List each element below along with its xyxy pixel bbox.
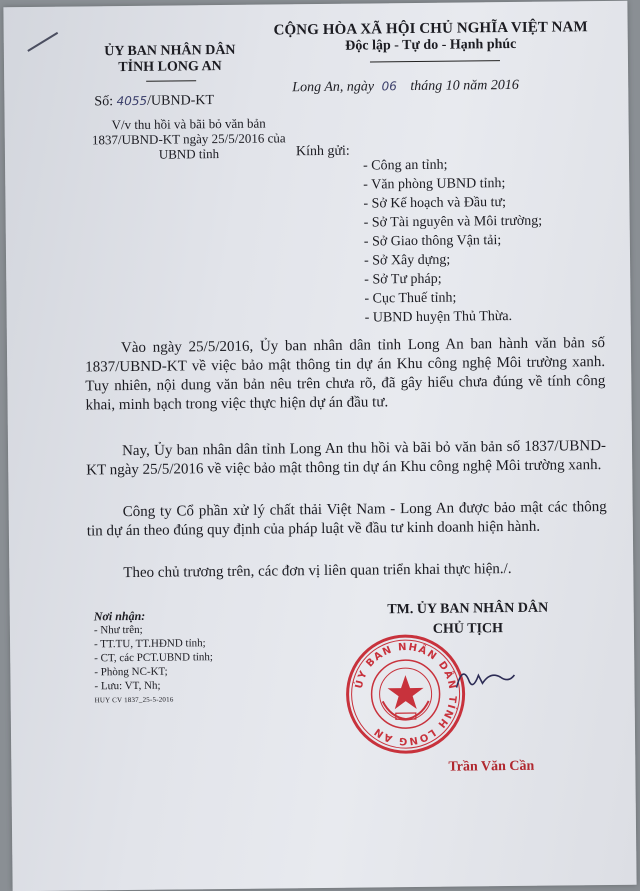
file-code: HUY CV 1837_25-5-2016 [94, 695, 174, 705]
date-place: Long An, ngày [292, 79, 375, 96]
document-subject: V/v thu hồi và bãi bỏ văn bản 1837/UBND-KT ngày 25/5/2016 của UBND tỉnh [91, 115, 286, 162]
document-number-suffix: /UBND-KT [147, 93, 215, 109]
signer-name: Trần Văn Cần [448, 758, 535, 775]
signature-title-line1: TM. ỦY BAN NHÂN DÂN [387, 600, 549, 618]
issuer-line1: ỦY BAN NHÂN DÂN [104, 42, 236, 60]
recipient-item: - Văn phòng UBND tỉnh; [363, 176, 506, 193]
document-page [3, 1, 636, 891]
paragraph-text: Công ty Cổ phần xử lý chất thải Việt Nam - Long An được bảo mật các thông tin dự án theo đúng quy định của pháp luật về đầu tư kinh doanh hiện hành. [86, 499, 607, 540]
distribution-list [94, 608, 214, 707]
paragraph-text: Vào ngày 25/5/2016, Ủy ban nhân dân tỉnh Long An ban hành văn bản số 1837/UBND-KT về việc bảo mật thông tin dự án Khu công nghệ Môi trường xanh. Tuy nhiên, nội dung văn bản nêu trên chưa rõ, đã gây hiểu chưa đúng về tính công khai, minh bạch trong việc thực hiện dự án đầu tư. [85, 335, 606, 414]
recipient-item: - Sở Tư pháp; [364, 271, 442, 288]
distribution-title: Nơi nhận: [93, 608, 146, 624]
recipient-item: - Sở Kế hoạch và Đầu tư; [363, 195, 507, 212]
paragraph-text: Theo chủ trương trên, các đơn vị liên quan triển khai thực hiện./. [123, 561, 512, 582]
body-paragraph-2 [86, 437, 606, 480]
issuer-underline [146, 80, 196, 82]
recipient-item: - Sở Tài nguyên và Môi trường; [363, 213, 543, 231]
document-number [94, 93, 214, 110]
issuer-header [52, 42, 288, 76]
recipient-item: - Sở Giao thông Vận tải; [363, 233, 502, 250]
national-title: CỘNG HÒA XÃ HỘI CHỦ NGHĨA VIỆT NAM [273, 19, 588, 39]
document-date [292, 78, 519, 96]
motto-underline [370, 60, 500, 62]
svg-text:ỦY BAN NHÂN DÂN TỈNH LONG AN: ỦY BAN NHÂN DÂN TỈNH LONG AN [353, 641, 458, 747]
date-day-handwritten: 06 [381, 79, 397, 94]
signature-title-line2: CHỦ TỊCH [432, 621, 504, 637]
body-paragraph-3 [87, 498, 607, 541]
greeting: Kính gửi: [295, 143, 350, 160]
recipient-item: - Cục Thuế tỉnh; [364, 290, 457, 307]
issuer-line2: TỈNH LONG AN [118, 59, 222, 76]
body-paragraph-1 [85, 334, 606, 415]
distribution-item: - Phòng NC-KT; [94, 665, 168, 679]
handwritten-signature-icon [450, 657, 520, 698]
national-header [266, 19, 596, 55]
distribution-item: - Lưu: VT, Nh; [94, 679, 161, 693]
paragraph-text: Nay, Ủy ban nhân dân tỉnh Long An thu hồi và bãi bỏ văn bản số 1837/UBND-KT ngày 25/5/2016 về việc bảo mật thông tin dự án Khu công nghệ Môi trường xanh. [86, 438, 607, 479]
date-month-year: tháng 10 năm 2016 [410, 77, 519, 95]
recipient-item: - Sở Xây dựng; [363, 252, 451, 269]
body-paragraph-4 [87, 559, 607, 583]
distribution-item: - CT, các PCT.UBND tỉnh; [94, 651, 214, 665]
recipient-item: - UBND huyện Thủ Thừa. [364, 308, 513, 326]
distribution-item: - TT.TU, TT.HĐND tỉnh; [94, 637, 206, 651]
document-number-handwritten: 4055 [116, 93, 148, 109]
document-number-prefix: Số: [94, 94, 114, 110]
national-motto: Độc lập - Tự do - Hạnh phúc [345, 36, 517, 54]
recipient-list [363, 155, 543, 328]
distribution-item: - Như trên; [93, 623, 143, 637]
recipient-item: - Công an tỉnh; [362, 157, 448, 174]
